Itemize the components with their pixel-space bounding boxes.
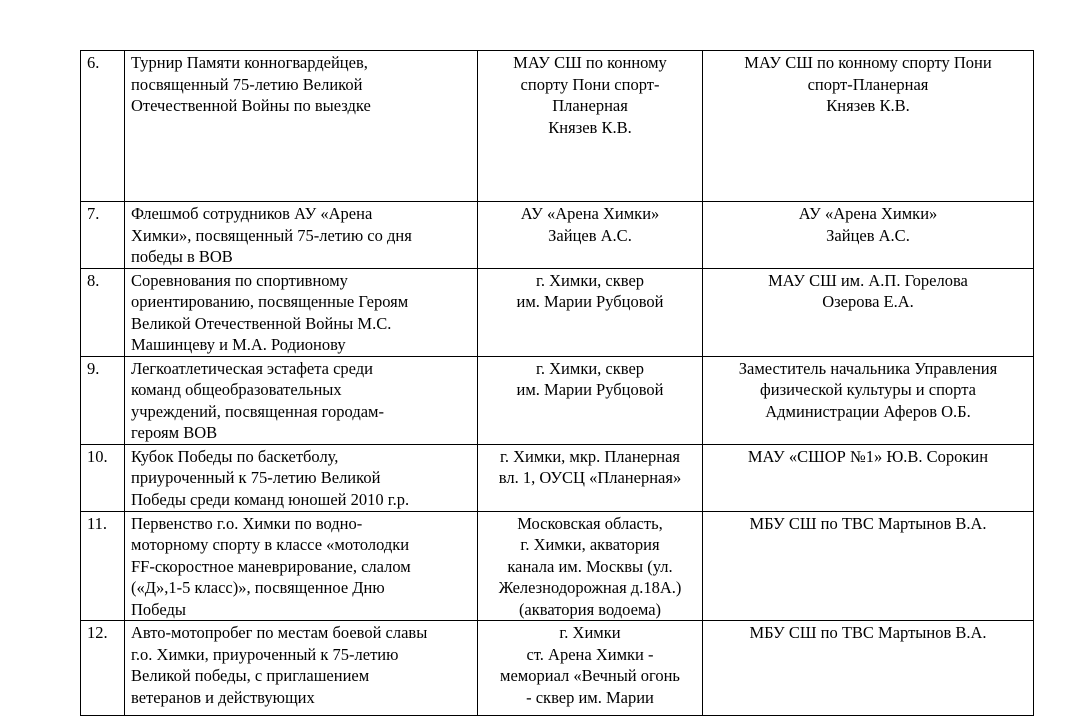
- table-row: [81, 511, 1034, 621]
- event-place: МАУ СШ по конному спорту Пони спорт- Планерная Князев К.В.: [478, 51, 703, 202]
- event-responsible: Заместитель начальника Управления физической культуры и спорта Администрации Аферов О.Б.: [703, 356, 1034, 444]
- event-name: Кубок Победы по баскетболу, приуроченный к 75-летию Великой Победы среди команд юношей 2010 г.р.: [125, 444, 478, 511]
- event-place: г. Химки, сквер им. Марии Рубцовой: [478, 268, 703, 356]
- row-number: 9.: [81, 356, 125, 444]
- row-number: 11.: [81, 511, 125, 621]
- events-table: [80, 50, 1034, 716]
- event-name: Авто-мотопробег по местам боевой славы г.о. Химки, приуроченный к 75-летию Великой победы, с приглашением ветеранов и действующих: [125, 621, 478, 716]
- table-row: [81, 202, 1034, 269]
- event-name: Соревнования по спортивному ориентированию, посвященные Героям Великой Отечественной Войны М.С. Машинцеву и М.А. Родионову: [125, 268, 478, 356]
- event-responsible: МАУ СШ по конному спорту Пони спорт-Планерная Князев К.В.: [703, 51, 1034, 202]
- event-name: Турнир Памяти конногвардейцев, посвященный 75-летию Великой Отечественной Войны по выездке: [125, 51, 478, 202]
- table-row: [81, 268, 1034, 356]
- row-number: 12.: [81, 621, 125, 716]
- event-place: г. Химки, сквер им. Марии Рубцовой: [478, 356, 703, 444]
- table-row: [81, 51, 1034, 202]
- event-name: Флешмоб сотрудников АУ «Арена Химки», посвященный 75-летию со дня победы в ВОВ: [125, 202, 478, 269]
- row-number: 8.: [81, 268, 125, 356]
- row-number: 6.: [81, 51, 125, 202]
- event-responsible: МАУ СШ им. А.П. Горелова Озерова Е.А.: [703, 268, 1034, 356]
- table-row: [81, 356, 1034, 444]
- event-name: Легкоатлетическая эстафета среди команд общеобразовательных учреждений, посвященная городам- героям ВОВ: [125, 356, 478, 444]
- event-place: Московская область, г. Химки, акватория канала им. Москвы (ул. Железнодорожная д.18А.) (акватория водоема): [478, 511, 703, 621]
- event-name: Первенство г.о. Химки по водно- моторному спорту в классе «мотолодки FF-скоростное маневрирование, слалом («Д»,1-5 класс)», посвященное Дню Победы: [125, 511, 478, 621]
- event-responsible: МБУ СШ по ТВС Мартынов В.А.: [703, 621, 1034, 716]
- row-number: 10.: [81, 444, 125, 511]
- event-responsible: МБУ СШ по ТВС Мартынов В.А.: [703, 511, 1034, 621]
- event-place: г. Химки ст. Арена Химки - мемориал «Вечный огонь - сквер им. Марии: [478, 621, 703, 716]
- row-number: 7.: [81, 202, 125, 269]
- event-responsible: МАУ «СШОР №1» Ю.В. Сорокин: [703, 444, 1034, 511]
- table-row: [81, 621, 1034, 716]
- table-row: [81, 444, 1034, 511]
- event-responsible: АУ «Арена Химки» Зайцев А.С.: [703, 202, 1034, 269]
- event-place: АУ «Арена Химки» Зайцев А.С.: [478, 202, 703, 269]
- event-place: г. Химки, мкр. Планерная вл. 1, ОУСЦ «Планерная»: [478, 444, 703, 511]
